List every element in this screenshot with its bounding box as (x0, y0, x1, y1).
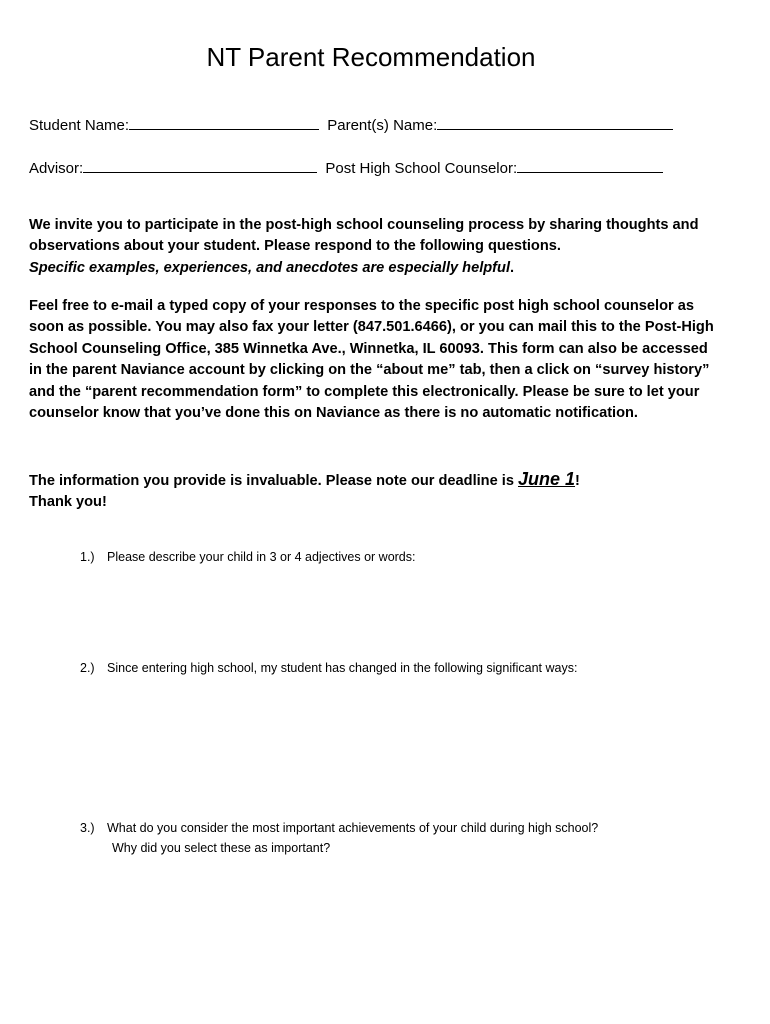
parents-name-label: Parent(s) Name: (327, 117, 438, 134)
question-number: 1.) (80, 550, 95, 564)
counselor-label: Post High School Counselor: (325, 160, 518, 177)
deadline-paragraph (29, 469, 719, 514)
counselor-field[interactable] (517, 158, 663, 173)
advisor-fields-row (29, 158, 667, 177)
intro-paragraph (29, 215, 719, 279)
question-2 (80, 658, 577, 678)
question-number: 2.) (80, 661, 95, 675)
instructions-paragraph: Feel free to e-mail a typed copy of your responses to the specific post high school counselor as soon as possible. You may also fax your letter (847.501.6466), or you can mail this to the Post-High School Counseling Office, 385 Winnetka Ave., Winnetka, IL 60093. This form can also be accessed in the parent Naviance account by clicking on the “about me” tab, then a click on “survey history” and the “parent recommendation form” to complete this electronically. Please be sure to let your counselor know that you’ve done this on Naviance as there is no automatic notification. (29, 298, 714, 422)
intro-emphasis: Specific examples, experiences, and anecdotes are especially helpful (29, 259, 511, 276)
advisor-field[interactable] (83, 158, 317, 173)
deadline-date: June 1 (518, 469, 576, 489)
name-fields-row (29, 115, 677, 134)
question-text: What do you consider the most important achievements of your child during high school? (107, 821, 599, 835)
question-text: Since entering high school, my student has changed in the following significant ways: (107, 661, 578, 675)
advisor-label: Advisor: (29, 160, 84, 177)
student-name-field[interactable] (129, 115, 319, 130)
question-3 (80, 818, 598, 858)
page-title: NT Parent Recommendation (206, 42, 536, 72)
question-text-continued: Why did you select these as important? (112, 841, 331, 855)
question-number: 3.) (80, 821, 95, 835)
student-name-label: Student Name: (29, 117, 130, 134)
deadline-exclaim: ! (575, 473, 580, 489)
question-text: Please describe your child in 3 or 4 adjectives or words: (107, 550, 416, 564)
thanks-text: Thank you! (29, 494, 107, 511)
intro-text: We invite you to participate in the post-high school counseling process by sharing thoughts and observations about your student. Please respond to the following questions. (29, 217, 699, 255)
parents-name-field[interactable] (437, 115, 673, 130)
deadline-text: The information you provide is invaluable. Please note our deadline is (29, 473, 518, 489)
question-1 (80, 547, 415, 567)
intro-period: . (510, 259, 515, 276)
